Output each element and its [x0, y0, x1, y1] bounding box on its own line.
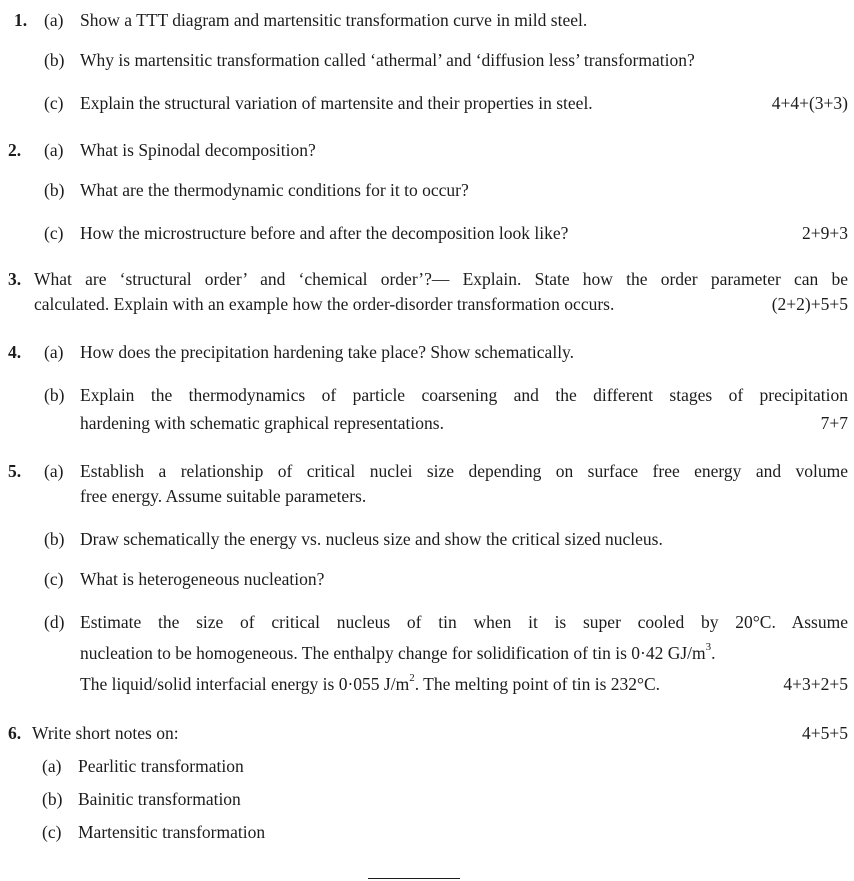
question-text: How does the precipitation hardening take place? Show schematically.: [80, 342, 575, 362]
part-label: (b): [42, 789, 63, 809]
part-label: (a): [44, 140, 64, 160]
question-text: Estimate the size of critical nucleus of tin when it is super cooled by 20°C. Assume: [80, 612, 848, 632]
question-text: How the microstructure before and after the decomposition look like?: [80, 223, 569, 243]
question-text: What are ‘structural order’ and ‘chemical order’?— Explain. State how the order parameter can be: [34, 269, 848, 289]
part-label: (c): [44, 93, 64, 113]
marks: 4+5+5: [802, 723, 848, 743]
question-text: Explain the structural variation of martensite and their properties in steel.: [80, 93, 593, 113]
marks: 2+9+3: [802, 223, 848, 243]
end-rule: [368, 878, 460, 879]
question-text: Establish a relationship of critical nuclei size depending on surface free energy and volume: [80, 461, 848, 481]
question-number: 3.: [8, 269, 22, 289]
marks: (2+2)+5+5: [771, 294, 848, 314]
question-text: Why is martensitic transformation called ‘athermal’ and ‘diffusion less’ transformation?: [80, 50, 695, 70]
part-label: (b): [44, 385, 65, 405]
question-text: Show a TTT diagram and martensitic transformation curve in mild steel.: [80, 10, 588, 30]
part-label: (b): [44, 50, 65, 70]
part-label: (a): [44, 10, 64, 30]
part-label: (c): [42, 822, 62, 842]
question-text: Pearlitic transformation: [78, 756, 244, 776]
question-text: nucleation to be homogeneous. The enthalpy change for solidification of tin is 0·42 $GJ/m^3$.: [80, 641, 716, 663]
part-label: (c): [44, 223, 64, 243]
marks: 4+4+(3+3): [771, 93, 848, 113]
part-label: (a): [42, 756, 62, 776]
part-label: (c): [44, 569, 64, 589]
question-number: 5.: [8, 461, 22, 481]
question-number: 6.: [8, 723, 22, 743]
part-label: (a): [44, 461, 64, 481]
question-text: What are the thermodynamic conditions for it to occur?: [80, 180, 469, 200]
part-label: (b): [44, 180, 65, 200]
question-text: Write short notes on:: [32, 723, 179, 743]
question-text: What is Spinodal decomposition?: [80, 140, 316, 160]
question-text: The liquid/solid interfacial energy is 0·055 $J/m^2$. The melting point of tin is 232°C.: [80, 672, 661, 694]
marks: 4+3+2+5: [783, 674, 848, 694]
question-text: Bainitic transformation: [78, 789, 241, 809]
part-label: (d): [44, 612, 65, 632]
question-text: Draw schematically the energy vs. nucleus size and show the critical sized nucleus.: [80, 529, 663, 549]
question-text: What is heterogeneous nucleation?: [80, 569, 325, 589]
question-text: calculated. Explain with an example how the order-disorder transformation occurs.: [34, 294, 615, 314]
question-number: 4.: [8, 342, 22, 362]
question-text: Martensitic transformation: [78, 822, 266, 842]
question-text: Explain the thermodynamics of particle coarsening and the different stages of precipitation: [80, 385, 848, 405]
question-number: 1.: [14, 10, 28, 30]
question-number: 2.: [8, 140, 22, 160]
question-text: free energy. Assume suitable parameters.: [80, 486, 367, 506]
part-label: (a): [44, 342, 64, 362]
part-label: (b): [44, 529, 65, 549]
marks: 7+7: [820, 413, 848, 433]
question-text: hardening with schematic graphical representations.: [80, 413, 444, 433]
